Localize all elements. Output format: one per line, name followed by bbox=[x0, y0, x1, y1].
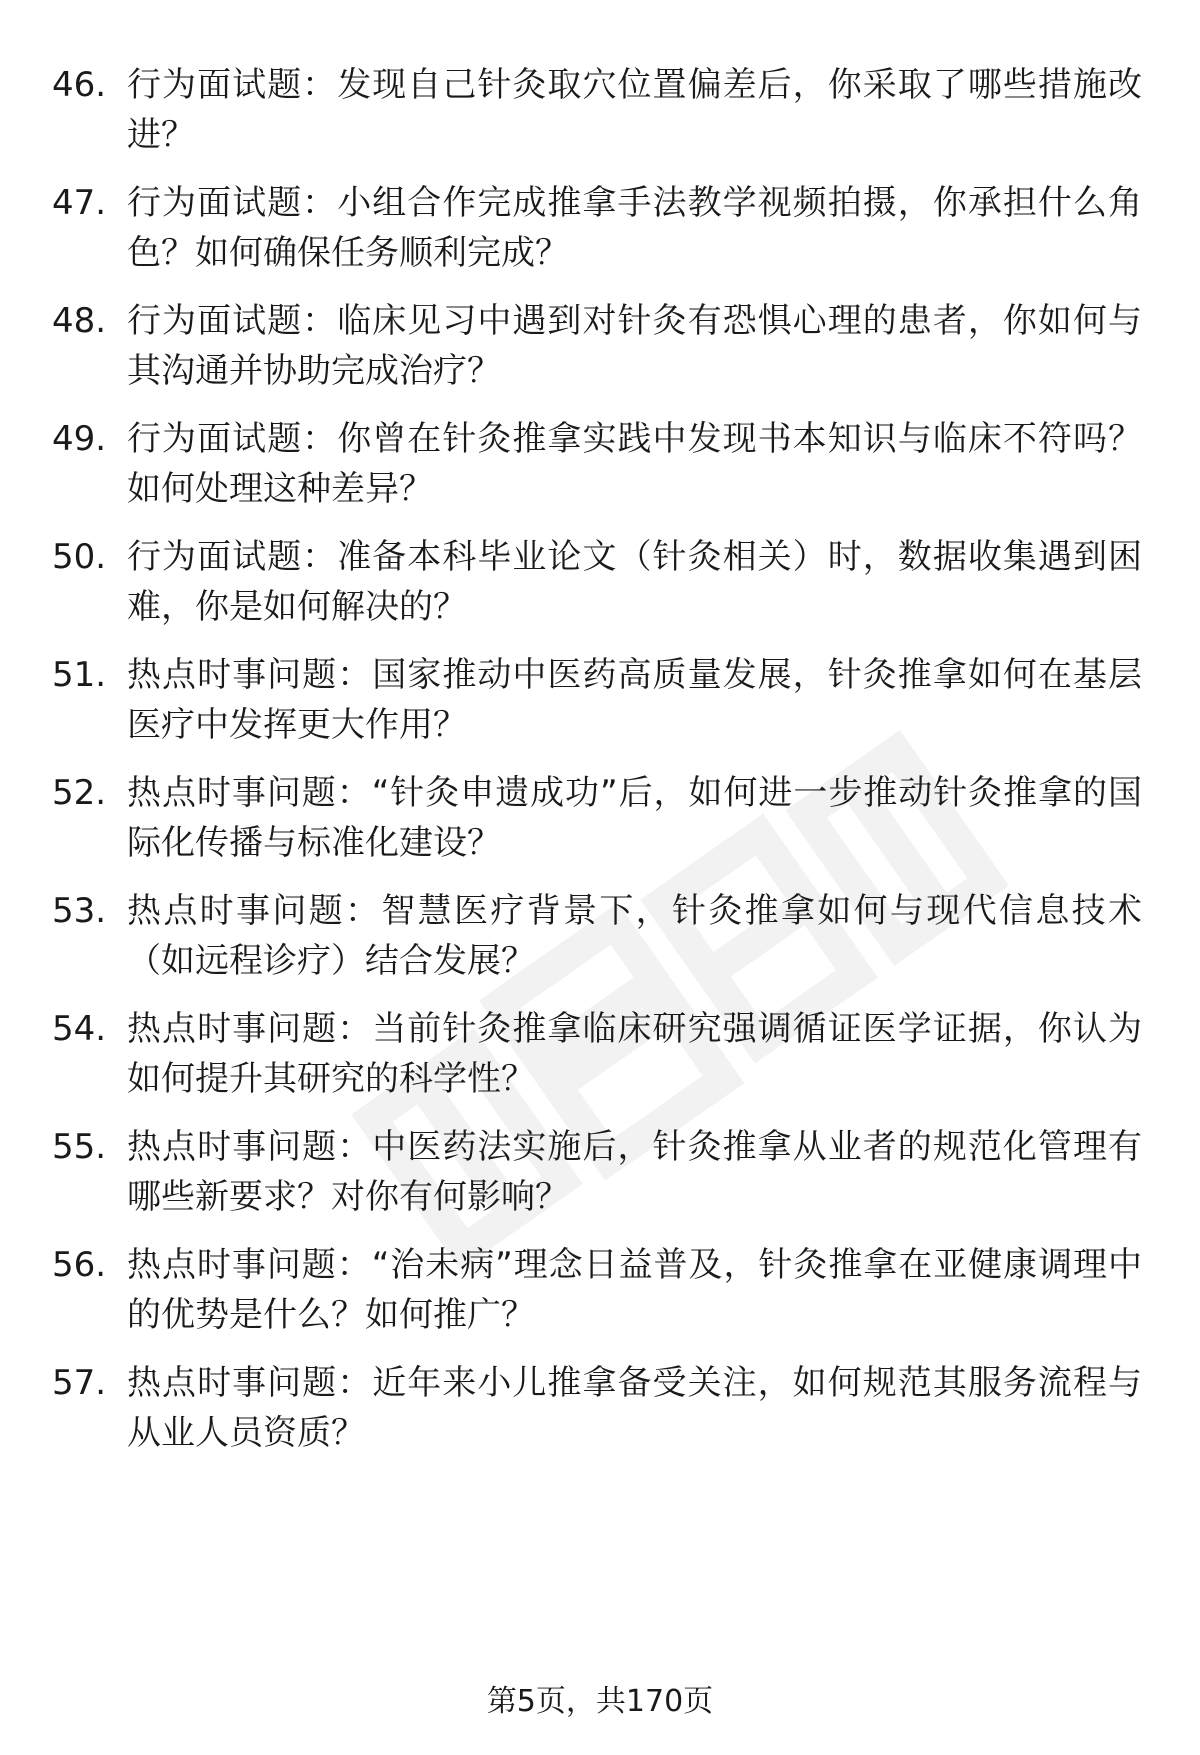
list-item bbox=[52, 532, 1152, 650]
page-number-label: 第5页，共170页 bbox=[486, 1684, 714, 1719]
question-number: 48. bbox=[52, 301, 107, 341]
list-item bbox=[52, 1122, 1152, 1240]
question-text: 行为面试题：你曾在针灸推拿实践中发现书本知识与临床不符吗？如何处理这种差异？ bbox=[127, 419, 1142, 509]
list-item bbox=[52, 886, 1152, 1004]
list-item bbox=[52, 296, 1152, 414]
question-text: 热点时事问题：智慧医疗背景下，针灸推拿如何与现代信息技术（如远程诊疗）结合发展？ bbox=[127, 891, 1142, 981]
list-item bbox=[52, 178, 1152, 296]
question-number: 54. bbox=[52, 1009, 107, 1049]
question-number: 57. bbox=[52, 1363, 107, 1403]
list-item bbox=[52, 60, 1152, 178]
question-text: 热点时事问题：近年来小儿推拿备受关注，如何规范其服务流程与从业人员资质？ bbox=[127, 1363, 1142, 1453]
list-item bbox=[52, 1358, 1152, 1476]
question-text: 行为面试题：发现自己针灸取穴位置偏差后，你采取了哪些措施改进？ bbox=[127, 65, 1142, 155]
question-number: 55. bbox=[52, 1127, 107, 1167]
question-number: 52. bbox=[52, 773, 107, 813]
question-text: 热点时事问题：“针灸申遗成功”后，如何进一步推动针灸推拿的国际化传播与标准化建设？ bbox=[127, 773, 1142, 863]
question-text: 热点时事问题：“治未病”理念日益普及，针灸推拿在亚健康调理中的优势是什么？如何推广？ bbox=[127, 1245, 1142, 1335]
question-text: 行为面试题：小组合作完成推拿手法教学视频拍摄，你承担什么角色？如何确保任务顺利完成？ bbox=[127, 183, 1142, 273]
question-number: 49. bbox=[52, 419, 107, 459]
question-number: 51. bbox=[52, 655, 107, 695]
question-text: 行为面试题：临床见习中遇到对针灸有恐惧心理的患者，你如何与其沟通并协助完成治疗？ bbox=[127, 301, 1142, 391]
list-item bbox=[52, 414, 1152, 532]
question-number: 50. bbox=[52, 537, 107, 577]
list-item bbox=[52, 768, 1152, 886]
list-item bbox=[52, 650, 1152, 768]
list-item bbox=[52, 1004, 1152, 1122]
question-list bbox=[52, 60, 1152, 1476]
question-number: 53. bbox=[52, 891, 107, 931]
question-number: 47. bbox=[52, 183, 107, 223]
question-text: 热点时事问题：当前针灸推拿临床研究强调循证医学证据，你认为如何提升其研究的科学性？ bbox=[127, 1009, 1142, 1099]
question-text: 行为面试题：准备本科毕业论文（针灸相关）时，数据收集遇到困难，你是如何解决的？ bbox=[127, 537, 1142, 627]
page-footer bbox=[0, 1680, 1200, 1724]
question-number: 56. bbox=[52, 1245, 107, 1285]
question-text: 热点时事问题：国家推动中医药高质量发展，针灸推拿如何在基层医疗中发挥更大作用？ bbox=[127, 655, 1142, 745]
question-number: 46. bbox=[52, 65, 107, 105]
question-text: 热点时事问题：中医药法实施后，针灸推拿从业者的规范化管理有哪些新要求？对你有何影响？ bbox=[127, 1127, 1142, 1217]
list-item bbox=[52, 1240, 1152, 1358]
